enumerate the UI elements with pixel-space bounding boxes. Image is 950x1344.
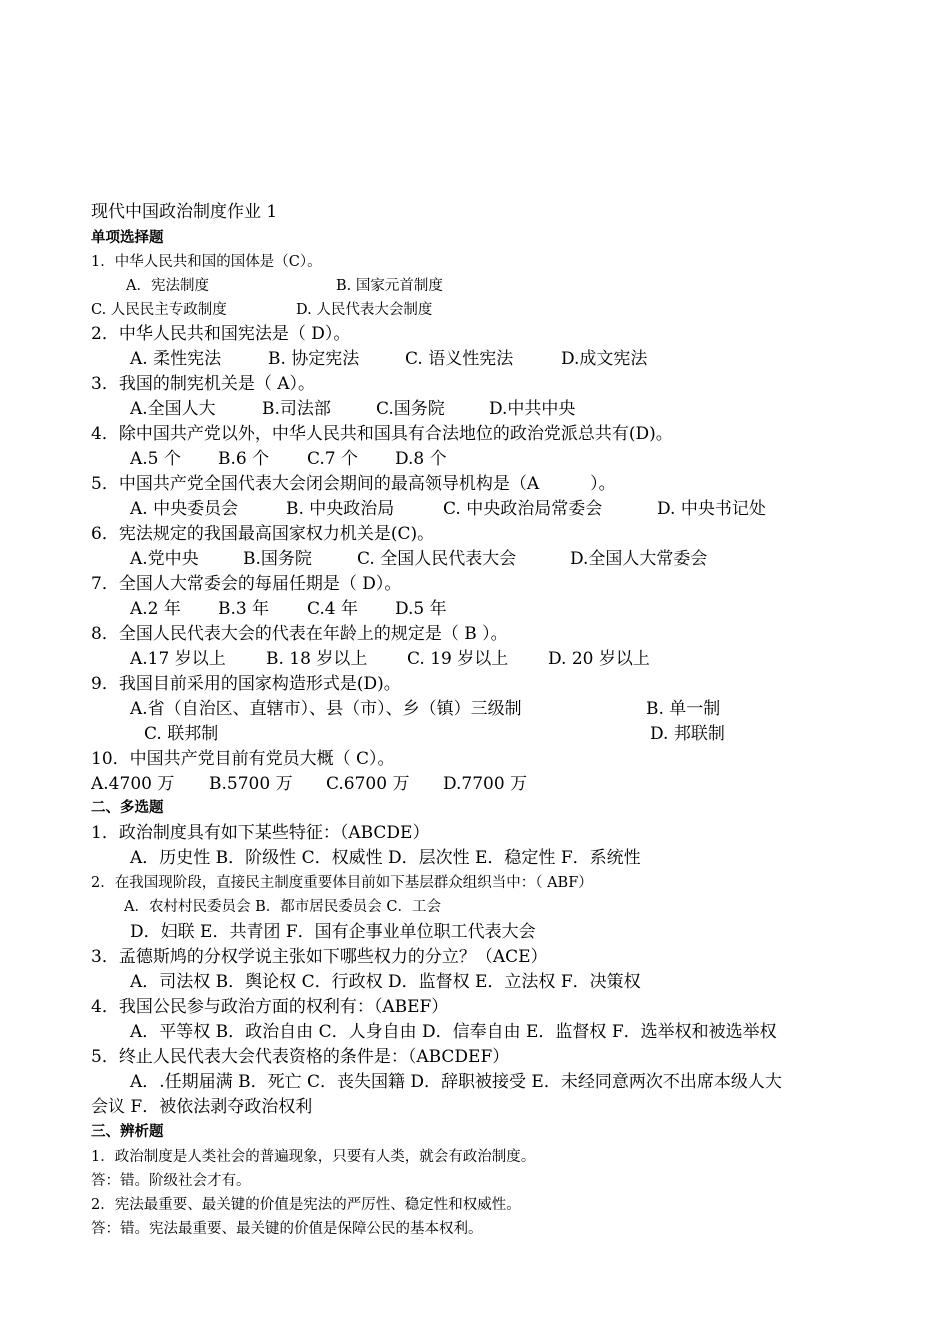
options-line: 会议 F．被依法剥夺政治权利 (91, 1097, 313, 1117)
option-b: B. 单一制 (646, 699, 721, 719)
option-c: C. 人民民主专政制度 (91, 302, 227, 318)
options-line: A．.任期届满 B．死亡 C．丧失国籍 D．辞职被接受 E．未经同意两次不出席本级人大 (130, 1072, 782, 1092)
question-text: 1．政治制度具有如下某些特征：（ABCDE） (91, 823, 430, 843)
option-a: A．宪法制度 (126, 278, 209, 294)
question-text: 2．中华人民共和国宪法是（ D）。 (91, 324, 351, 344)
option-b: B.司法部 (262, 399, 331, 419)
option-b: B.3 年 (218, 599, 270, 619)
question-text: 10．中国共产党目前有党员大概（ C）。 (91, 749, 395, 769)
option-a: A.5 个 (130, 449, 181, 469)
option-c: C.国务院 (376, 399, 445, 419)
option-a: A. 柔性宪法 (130, 349, 222, 369)
options-line: A．历史性 B．阶级性 C．权威性 D．层次性 E．稳定性 F．系统性 (130, 848, 641, 868)
section-heading-single-choice: 单项选择题 (91, 229, 164, 246)
option-d: D. 20 岁以上 (548, 649, 650, 669)
option-b: B. 18 岁以上 (266, 649, 368, 669)
section-heading-multi-choice: 二、多选题 (91, 799, 164, 816)
option-a: A.省（自治区、直辖市）、县（市）、乡（镇）三级制 (130, 699, 522, 719)
section-heading-analysis: 三、辨析题 (91, 1123, 164, 1140)
option-c: C.4 年 (307, 599, 359, 619)
option-d: D.中共中央 (489, 399, 576, 419)
option-d: D.7700 万 (443, 774, 528, 794)
question-text: 8．全国人民代表大会的代表在年龄上的规定是（ B ）。 (91, 624, 508, 644)
question-text: 7．全国人大常委会的每届任期是（ D）。 (91, 574, 402, 594)
answer-text: 答：错。宪法最重要、最关键的价值是保障公民的基本权利。 (91, 1221, 483, 1237)
option-d: D.成文宪法 (561, 349, 648, 369)
option-b: B.5700 万 (209, 774, 293, 794)
option-a: A.4700 万 (91, 774, 175, 794)
question-text: 5．终止人民代表大会代表资格的条件是：（ABCDEF） (91, 1047, 510, 1067)
option-b: B. 中央政治局 (286, 499, 395, 519)
option-a: A.党中央 (130, 549, 199, 569)
option-b: B.6 个 (218, 449, 270, 469)
option-b: B. 协定宪法 (268, 349, 360, 369)
option-c: C. 19 岁以上 (407, 649, 509, 669)
option-d: D.全国人大常委会 (570, 549, 708, 569)
options-line: A．平等权 B．政治自由 C．人身自由 D．信奉自由 E．监督权 F．选举权和被选举权 (130, 1022, 777, 1042)
option-b: B.国务院 (243, 549, 312, 569)
answer-text: 答：错。阶级社会才有。 (91, 1173, 251, 1189)
option-c: C. 语义性宪法 (405, 349, 514, 369)
option-d: D. 中央书记处 (657, 499, 766, 519)
option-d: D. 邦联制 (650, 724, 725, 744)
option-d: D. 人民代表大会制度 (296, 302, 433, 318)
option-a: A. 中央委员会 (130, 499, 239, 519)
document-title: 现代中国政治制度作业 1 (91, 202, 278, 222)
option-c: C.7 个 (307, 449, 359, 469)
question-text: 1．政治制度是人类社会的普遍现象，只要有人类，就会有政治制度。 (91, 1149, 536, 1165)
question-text: 3．我国的制宪机关是（ A）。 (91, 374, 315, 394)
option-c: C.6700 万 (326, 774, 410, 794)
option-d: D.8 个 (395, 449, 447, 469)
question-text: 2．在我国现阶段，直接民主制度重要体目前如下基层群众组织当中：（ ABF） (91, 875, 593, 891)
question-text: 9．我国目前采用的国家构造形式是(D)。 (91, 674, 401, 694)
options-line: A．司法权 B．舆论权 C．行政权 D．监督权 E．立法权 F．决策权 (130, 972, 641, 992)
option-a: A.全国人大 (130, 399, 216, 419)
options-line: A．农村村民委员会 B．都市居民委员会 C．工会 (124, 899, 441, 915)
option-d: D.5 年 (395, 599, 447, 619)
option-c: C. 全国人民代表大会 (357, 549, 517, 569)
question-text: 6．宪法规定的我国最高国家权力机关是(C)。 (91, 524, 435, 544)
option-a: A.17 岁以上 (130, 649, 226, 669)
option-b: B. 国家元首制度 (336, 278, 443, 294)
question-text: 4．除中国共产党以外，中华人民共和国具有合法地位的政治党派总共有(D)。 (91, 424, 673, 444)
question-text: 4．我国公民参与政治方面的权利有：（ABEF） (91, 997, 449, 1017)
question-text: 5．中国共产党全国代表大会闭会期间的最高领导机构是（A ）。 (91, 474, 616, 494)
question-text: 2．宪法最重要、最关键的价值是宪法的严厉性、稳定性和权威性。 (91, 1197, 521, 1213)
option-a: A.2 年 (130, 599, 181, 619)
option-c: C. 联邦制 (144, 724, 219, 744)
option-c: C. 中央政治局常委会 (443, 499, 603, 519)
question-text: 1．中华人民共和国的国体是（C）。 (91, 254, 322, 270)
options-line: D．妇联 E．共青团 F．国有企事业单位职工代表大会 (130, 922, 536, 942)
question-text: 3．孟德斯鸠的分权学说主张如下哪些权力的分立？（ACE） (91, 947, 548, 967)
